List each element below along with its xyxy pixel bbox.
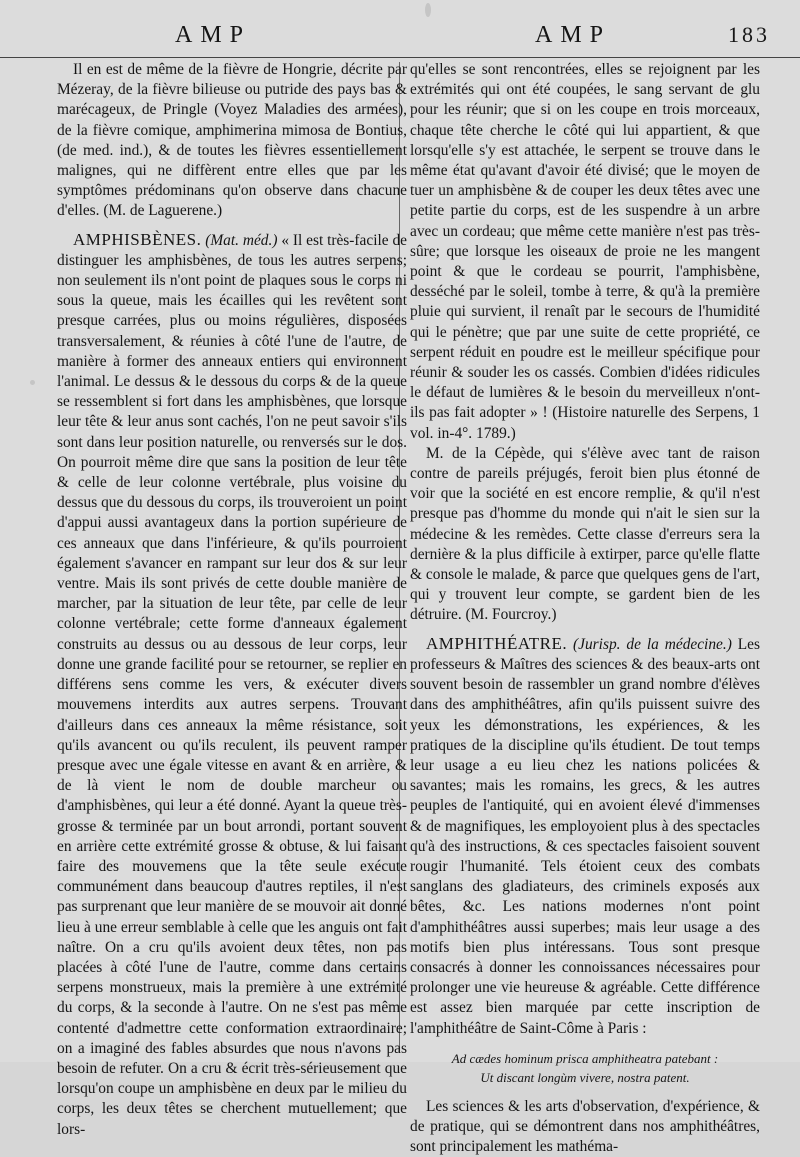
- amphisbenes-entry: [57, 230, 407, 1140]
- continuation-paragraph: qu'elles se sont rencontrées, elles se rejoignent par les extrémités qui ont été coupées, le sang servant de glu pour les réunir; que si on les coupe en trois morceaux, chaque tête cherche le côté qui lui appartient, & que lorsqu'elle s'y est attachée, le serpent se trouve dans le même état qu'avant d'avoir été divisé; que le moyen de tuer un amphisbène & de couper les deux têtes avec une petite partie du corps, est de les suspendre à un arbre avec un cordeau; que même cette manière n'est pas très-sûre; que lorsque les oiseaux de proie ne les mangent point & que le cordeau se pourrit, l'amphisbène, desséché par le soleil, tombe à terre, & qu'à la première pluie qui survient, il renaît par le secours de l'humidité qui le pénètre; que par une suite de cette propriété, ce serpent réduit en poudre est le meilleur spécifique pour réunir & souder les os cassés. Combien d'idées ridicules le défaut de lumières & le besoin du merveilleux n'ont-ils pas fait adopter » ! (Histoire naturelle des Serpens, 1 vol. in-4°. 1789.): [410, 61, 760, 442]
- left-column: [57, 60, 407, 1140]
- entry-text: « Il est très-facile de distinguer les amphisbènes, de tous les autres serpens; non seulement ils n'ont point de plaques sous le corps ni sous la queue, mais les écailles qui les revêtent sont presque carrées, plus ou moins régulières, disposées transversalement, & réunies à côté l'une de l'autre, de manière à former des anneaux entiers qui environnent l'animal. Le dessus & le dessous du corps & de la queue se ressemblent si fort dans les amphisbènes, que lorsque leur tête & leur anus sont cachés, l'on ne peut savoir s'ils sont dans leur position naturelle, ou renversés sur le dos. On pourroit même dire que sans la position de leur tête & celle de leur colonne vertébrale, plus voisine du dessus que du dessous du corps, ils trouveroient un point d'appui aussi avantageux dans la portion supérieure de ces anneaux que dans l'inférieure, & qu'ils pourroient également s'avancer en rampant sur leur dos & sur leur ventre. Mais ils sont privés de cette double manière de marcher, par la situation de leur tête, par celle de leur colonne vertébrale; cette forme d'anneaux également construits au dessus ou au dessous de leur corps, leur donne une grande facilité pour se retourner, se replier en différens sens comme les vers, & exécuter divers mouvemens interdits aux autres serpens. Trouvant d'ailleurs dans ces anneaux la même résistance, soit qu'ils avancent ou qu'ils reculent, ils peuvent ramper presque avec une égale vitesse en avant & en arrière, & de là vient le nom de double marcheur ou d'amphisbènes, qui leur a été donné. Ayant la queue très-grosse & terminée par un bout arrondi, portant souvent en arrière cette extrémité grosse & obtuse, & lui faisant faire des mouvemens que la tête seule exécute communément dans beaucoup d'autres reptiles, il n'est pas surprenant que leur manière de se mouvoir ait donné lieu à une erreur semblable à celle que les anguis ont fait naître. On a cru qu'ils avoient deux têtes, non pas placées à côté l'une de l'autre, comme dans certains serpens monstrueux, mais la première à une extrémité du corps, & la seconde à l'autre. On ne s'est pas même contenté d'admettre cette conformation extraordinaire; on a imaginé des fables absurdes que nous n'avons pas besoin de refuter. On a cru & écrit très-sérieusement que lorsqu'on coupe un amphisbène en deux par le milieu du corps, les deux têtes se cherchent mutuellement; que lors-: [57, 231, 407, 1138]
- entry-headword: AMPHITHÉATRE.: [426, 633, 568, 653]
- page-number: 183: [728, 22, 770, 47]
- latin-inscription: [410, 1049, 760, 1087]
- fever-paragraph: Il en est de même de la fièvre de Hongrie, décrite par Mézeray, de la fièvre bilieuse ou putride des pays bas & marécageux, de Pringle (Voyez Maladies des armées), de la fièvre comique, amphimerina mimosa de Bontius, (de med. ind.), & de toutes les fièvres essentiellement malignes, qui ne diffèrent entre elles que par les symptômes prédominans qu'on observe dans chacune d'elles. (M. de Laguerene.): [57, 61, 407, 220]
- inscription-line-2: Ut discant longùm vivere, nostra patent.: [480, 1069, 690, 1085]
- entry-text: Les professeurs & Maîtres des sciences & des beaux-arts ont souvent besoin de rassembler un grand nombre d'élèves dans des amphithéâtres, afin qu'ils puissent suivre des yeux les démonstrations, les expériences, & les pratiques de la discipline qu'ils étudient. De tout temps leur usage a eu lieu chez les nations policées & savantes; mais les romains, les grecs, & les autres peuples de l'antiquité, qui en avoient élevé d'immenses & de magnifiques, les employoient plus à des spectacles qu'à des instructions, & ces spectacles faisoient souvent rougir l'humanité. Tels étoient ceux des combats sanglans des gladiateurs, des criminels exposés aux bêtes, &c. Les nations modernes n'ont point d'amphithéâtres aussi superbes; mais leur usage a des motifs bien plus intéressans. Tous sont presque consacrés à donner les connoissances nécessaires pour prolonger une vie heureuse & agréable. Cette différence est assez bien marquée par cette inscription de l'amphithéâtre de Saint-Côme à Paris :: [410, 635, 760, 1037]
- entry-domain: (Jurisp. de la médecine.): [573, 635, 732, 653]
- header-left-word: AMP: [175, 22, 252, 48]
- sciences-paragraph: Les sciences & les arts d'observation, d'expérience, & de pratique, qui se démontrent dans nos amphithéâtres, sont principalement les mathéma-: [410, 1097, 760, 1156]
- lacepede-paragraph: M. de la Cépède, qui s'élève avec tant de raison contre de pareils préjugés, feroit bien plus étonné de voir que la société en est encore remplie, & qu'il n'est presque pas d'homme du monde qui n'ait le sien sur la médecine & les remèdes. Cette classe d'erreurs sera la dernière & la plus difficile à extirper, parce qu'elle flatte & console le malade, & parce que quelques gens de l'art, qui y trouvent leur compte, se gardent bien de les détruire. (M. Fourcroy.): [410, 444, 760, 624]
- paper-stain: [30, 380, 35, 385]
- header-rule: [0, 57, 800, 58]
- inscription-line-1: Ad cædes hominum prisca amphitheatra patebant :: [451, 1050, 719, 1066]
- header-right-word: AMP: [535, 22, 612, 48]
- entry-domain: (Mat. méd.): [205, 231, 278, 249]
- right-column: [410, 60, 760, 1157]
- running-header: [0, 22, 800, 52]
- paper-stain: [425, 3, 431, 17]
- entry-headword: AMPHISBÈNES.: [73, 229, 202, 249]
- amphitheatre-entry: [410, 634, 760, 1039]
